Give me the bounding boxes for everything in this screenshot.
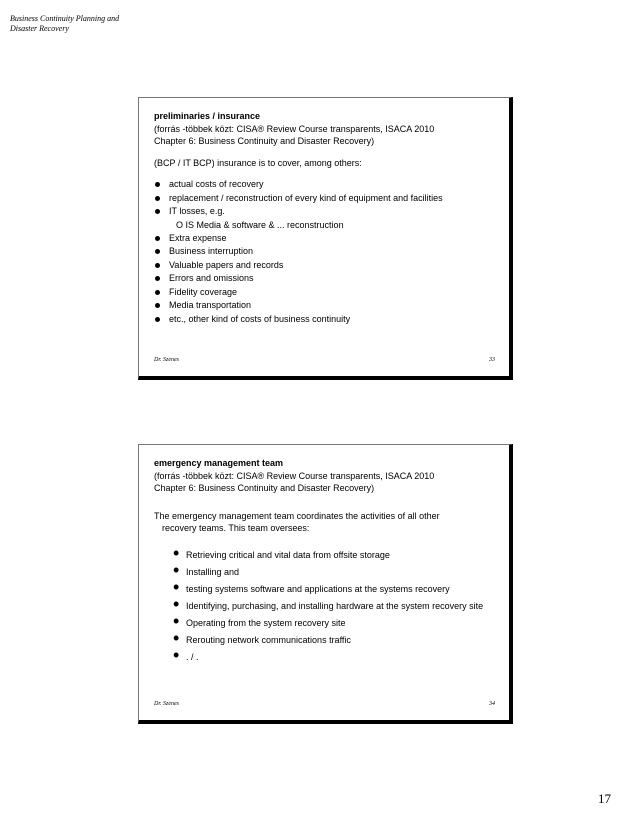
slide-33 bbox=[138, 97, 513, 380]
slide-34 bbox=[138, 444, 513, 724]
list-item: Fidelity coverage bbox=[154, 286, 501, 300]
list-item: • Operating from the system recovery site bbox=[176, 617, 501, 629]
slide-number: 33 bbox=[489, 357, 495, 363]
header-line-2: Disaster Recovery bbox=[10, 24, 69, 33]
slide-author: Dr. Szenes bbox=[154, 701, 179, 707]
list-item: etc., other kind of costs of business continuity bbox=[154, 313, 501, 327]
intro-text-2: recovery teams. This team oversees: bbox=[162, 523, 310, 533]
list-item: Business interruption bbox=[154, 245, 501, 259]
intro-text-1: The emergency management team coordinates the activities of all other bbox=[154, 510, 440, 521]
source-line-2: Chapter 6: Business Continuity and Disaster Recovery) bbox=[154, 483, 375, 493]
slide-34-content bbox=[154, 457, 501, 668]
list-item: replacement / reconstruction of every kind of equipment and facilities bbox=[154, 192, 501, 206]
source-line-1: (forrás -többek közt: CISA® Review Course transparents, ISACA 2010 bbox=[154, 470, 435, 481]
slide-title: preliminaries / insurance bbox=[154, 111, 261, 121]
sub-list-item: O IS Media & software & ... reconstruction bbox=[176, 219, 344, 230]
intro-text: (BCP / IT BCP) insurance is to cover, among others: bbox=[154, 157, 362, 168]
header-line-1: Business Continuity Planning and bbox=[10, 14, 120, 23]
slide-33-content bbox=[154, 110, 501, 326]
slide-author: Dr. Szenes bbox=[154, 357, 179, 363]
list-item: Errors and omissions bbox=[154, 272, 501, 286]
source-line-1: (forrás -többek közt: CISA® Review Course transparents, ISACA 2010 bbox=[154, 123, 435, 134]
slide-title: emergency management team bbox=[154, 458, 284, 468]
list-item: • Installing and bbox=[176, 566, 501, 578]
source-line-2: Chapter 6: Business Continuity and Disaster Recovery) bbox=[154, 136, 375, 146]
list-item: • Identifying, purchasing, and installing hardware at the system recovery site bbox=[176, 600, 501, 612]
insurance-list bbox=[154, 178, 501, 326]
list-item: • Rerouting network communications traffic bbox=[176, 634, 501, 646]
list-item: • Retrieving critical and vital data from offsite storage bbox=[176, 549, 501, 561]
list-item: Extra expense bbox=[154, 232, 501, 246]
running-header bbox=[10, 14, 180, 34]
list-item: Valuable papers and records bbox=[154, 259, 501, 273]
list-item: • testing systems software and applications at the systems recovery bbox=[176, 583, 501, 595]
list-item: actual costs of recovery bbox=[154, 178, 501, 192]
slide-number: 34 bbox=[489, 701, 495, 707]
list-item: • . / . bbox=[176, 651, 501, 663]
list-item: Media transportation bbox=[154, 299, 501, 313]
oversees-list bbox=[154, 549, 501, 663]
page-number: 17 bbox=[598, 791, 611, 806]
list-item: IT losses, e.g. bbox=[154, 205, 501, 219]
